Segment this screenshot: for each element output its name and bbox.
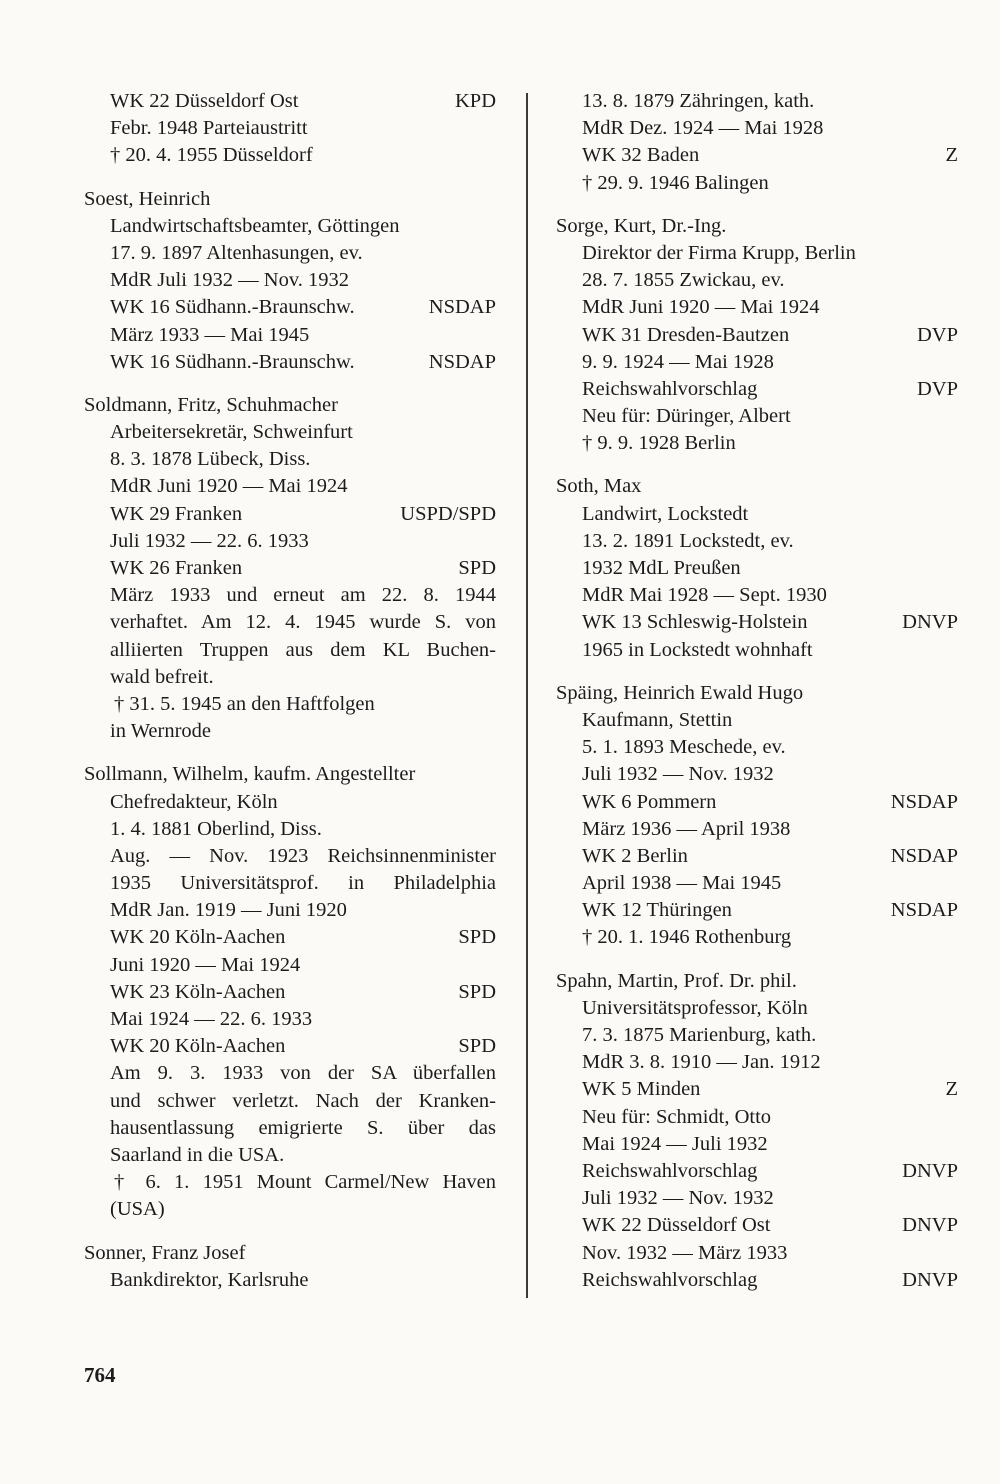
entry-text: 7. 3. 1875 Marienburg, kath. xyxy=(582,1024,817,1046)
entry-text: Universitätsprofessor, Köln xyxy=(582,996,808,1019)
entry-text: WK 12 Thüringen xyxy=(582,899,732,922)
entry-text: Landwirt, Lockstedt xyxy=(582,502,749,525)
entry-text: 28. 7. 1855 Zwickau, ev. xyxy=(582,269,785,292)
entry-text: † 6. 1. 1951 Mount Carmel/New Haven xyxy=(114,1171,496,1194)
entry-line xyxy=(84,115,496,142)
entry-text: 8. 3. 1878 Lübeck, Diss. xyxy=(110,448,311,471)
entry-line xyxy=(556,322,958,349)
entry-line xyxy=(84,1006,496,1033)
entry-text: Späing, Heinrich Ewald Hugo xyxy=(556,681,804,704)
entry-line xyxy=(556,1185,958,1212)
entry-text: Reichswahlvorschlag xyxy=(582,377,758,400)
entry-line xyxy=(556,1240,958,1267)
entry-text: 5. 1. 1893 Meschede, ev. xyxy=(582,736,786,759)
entry-name xyxy=(84,392,496,419)
entry-text: 1932 MdL Preußen xyxy=(582,557,741,579)
entry-text: Direktor der Firma Krupp, Berlin xyxy=(582,241,856,264)
entry-text: WK 13 Schleswig-Holstein xyxy=(582,611,808,634)
party-label: Z xyxy=(945,1078,958,1101)
entry-text: WK 16 Südhann.-Braunschw. xyxy=(110,296,355,319)
entry-text: WK 29 Franken xyxy=(110,502,243,525)
entry-text: Sorge, Kurt, Dr.-Ing. xyxy=(556,214,727,237)
entry-line xyxy=(84,1142,496,1169)
entry-text: † 31. 5. 1945 an den Haftfolgen xyxy=(114,692,375,715)
entry-text: Mai 1924 — 22. 6. 1933 xyxy=(110,1008,313,1030)
entry-line xyxy=(556,142,958,169)
entry-text: Spahn, Martin, Prof. Dr. phil. xyxy=(556,969,797,992)
entry-line xyxy=(556,637,958,664)
entry-line xyxy=(556,924,958,951)
entry-line xyxy=(84,88,496,115)
party-label: DVP xyxy=(916,323,958,346)
entry-text: März 1933 — Mai 1945 xyxy=(110,323,310,346)
entry-line xyxy=(84,609,496,636)
biography-entry xyxy=(84,1240,496,1294)
party-label: DNVP xyxy=(902,1159,958,1182)
entry-text: Neu für: Düringer, Albert xyxy=(582,405,791,428)
entry-text: Febr. 1948 Parteiaustritt xyxy=(110,117,308,140)
party-label: NSDAP xyxy=(890,790,958,813)
entry-text: Juli 1932 — Nov. 1932 xyxy=(582,763,774,786)
column-divider xyxy=(526,93,528,1298)
party-label: USPD/SPD xyxy=(400,502,496,525)
entry-text: † 29. 9. 1946 Balingen xyxy=(582,171,769,194)
entry-line xyxy=(84,843,496,870)
entry-line xyxy=(84,924,496,951)
party-label: DNVP xyxy=(902,1268,958,1291)
entry-line xyxy=(556,1131,958,1158)
entry-line xyxy=(556,734,958,761)
entry-text: in Wernrode xyxy=(110,720,212,743)
entry-line xyxy=(556,555,958,582)
entry-line xyxy=(84,1115,496,1142)
entry-text: März 1936 — April 1938 xyxy=(582,817,791,840)
biography-entry xyxy=(556,88,958,197)
entry-line xyxy=(84,501,496,528)
entry-line xyxy=(556,789,958,816)
entry-line xyxy=(84,789,496,816)
entry-text: (USA) xyxy=(110,1198,165,1221)
entry-line xyxy=(84,979,496,1006)
biography-entry xyxy=(84,761,496,1223)
entry-text: 17. 9. 1897 Altenhasungen, ev. xyxy=(110,241,363,264)
party-label: KPD xyxy=(454,90,496,112)
entry-line xyxy=(84,1169,496,1196)
entry-text: Juli 1932 — 22. 6. 1933 xyxy=(110,529,309,552)
entry-line xyxy=(556,1049,958,1076)
entry-text: 13. 8. 1879 Zähringen, kath. xyxy=(582,90,815,112)
entry-text: WK 23 Köln-Aachen xyxy=(110,980,286,1003)
entry-text: WK 16 Südhann.-Braunschw. xyxy=(110,350,355,373)
party-label: NSDAP xyxy=(428,296,496,319)
entry-text: Sollmann, Wilhelm, kaufm. Angestellter xyxy=(84,763,416,786)
entry-line xyxy=(556,528,958,555)
left-column xyxy=(84,88,496,1294)
biography-entry xyxy=(84,186,496,376)
entry-line xyxy=(84,1196,496,1223)
entry-line xyxy=(556,376,958,403)
entry-line xyxy=(84,473,496,500)
entry-line xyxy=(84,1088,496,1115)
entry-line xyxy=(84,691,496,718)
entry-text: Kaufmann, Stettin xyxy=(582,708,733,731)
entry-line xyxy=(556,582,958,609)
entry-line xyxy=(84,1267,496,1294)
entry-text: Arbeitersekretär, Schweinfurt xyxy=(110,421,353,444)
entry-text: WK 2 Berlin xyxy=(582,844,688,867)
party-label: NSDAP xyxy=(428,350,496,373)
biography-entry xyxy=(84,88,496,170)
biography-entry xyxy=(556,968,958,1294)
entry-text: WK 22 Düsseldorf Ost xyxy=(110,90,299,112)
entry-text: Bankdirektor, Karlsruhe xyxy=(110,1268,309,1291)
entry-text: Am 9. 3. 1933 von der SA überfallen xyxy=(110,1062,496,1085)
entry-line xyxy=(84,446,496,473)
biography-entry xyxy=(556,473,958,663)
entry-line xyxy=(556,170,958,197)
entry-line xyxy=(84,637,496,664)
entry-text: WK 5 Minden xyxy=(582,1078,701,1101)
entry-text: Reichswahlvorschlag xyxy=(582,1268,758,1291)
entry-text: verhaftet. Am 12. 4. 1945 wurde S. von xyxy=(110,611,496,634)
entry-line xyxy=(556,294,958,321)
entry-text: Landwirtschaftsbeamter, Göttingen xyxy=(110,214,400,237)
entry-name xyxy=(556,680,958,707)
entry-text: 1. 4. 1881 Oberlind, Diss. xyxy=(110,817,322,840)
entry-line xyxy=(556,267,958,294)
entry-text: Chefredakteur, Köln xyxy=(110,790,278,813)
party-label: SPD xyxy=(458,1035,496,1058)
biography-entry xyxy=(84,392,496,745)
entry-line xyxy=(84,267,496,294)
entry-text: WK 26 Franken xyxy=(110,557,243,579)
entry-line xyxy=(556,501,958,528)
entry-text: Saarland in die USA. xyxy=(110,1143,285,1166)
entry-line xyxy=(556,1076,958,1103)
entry-line xyxy=(84,816,496,843)
entry-text: MdR Juli 1932 — Nov. 1932 xyxy=(110,269,349,292)
party-label: DVP xyxy=(916,377,958,400)
party-label: Z xyxy=(945,144,958,167)
entry-line xyxy=(556,88,958,115)
entry-line xyxy=(556,403,958,430)
entry-line xyxy=(84,419,496,446)
entry-text: Juli 1932 — Nov. 1932 xyxy=(582,1187,774,1210)
entry-text: WK 22 Düsseldorf Ost xyxy=(582,1214,771,1237)
entry-line xyxy=(84,952,496,979)
entry-text: 13. 2. 1891 Lockstedt, ev. xyxy=(582,529,794,552)
entry-line xyxy=(556,1158,958,1185)
entry-text: Neu für: Schmidt, Otto xyxy=(582,1105,772,1128)
entry-line xyxy=(556,707,958,734)
entry-text: Nov. 1932 — März 1933 xyxy=(582,1241,788,1264)
right-column xyxy=(556,88,958,1294)
party-label: DNVP xyxy=(902,1214,958,1237)
entry-text: hausentlassung emigrierte S. über das xyxy=(110,1116,496,1139)
party-label: NSDAP xyxy=(890,899,958,922)
page-number: 764 xyxy=(84,1363,116,1387)
entry-text: alliierten Truppen aus dem KL Buchen- xyxy=(110,638,496,661)
entry-text: MdR Juni 1920 — Mai 1924 xyxy=(582,296,820,319)
entry-name xyxy=(556,968,958,995)
entry-text: Mai 1924 — Juli 1932 xyxy=(582,1132,768,1155)
entry-line xyxy=(84,142,496,169)
entry-line xyxy=(84,582,496,609)
entry-text: MdR Jan. 1919 — Juni 1920 xyxy=(110,899,347,922)
entry-line xyxy=(556,240,958,267)
entry-line xyxy=(556,430,958,457)
entry-line xyxy=(84,294,496,321)
entry-line xyxy=(84,870,496,897)
biography-entry xyxy=(556,680,958,952)
entry-name xyxy=(84,186,496,213)
entry-line xyxy=(84,555,496,582)
entry-line xyxy=(556,349,958,376)
entry-text: und schwer verletzt. Nach der Kranken- xyxy=(110,1089,496,1112)
entry-text: Reichswahlvorschlag xyxy=(582,1159,758,1182)
entry-line xyxy=(556,1267,958,1294)
entry-text: WK 32 Baden xyxy=(582,144,700,167)
entry-line xyxy=(556,1212,958,1239)
entry-line xyxy=(556,995,958,1022)
entry-text: April 1938 — Mai 1945 xyxy=(582,872,782,895)
entry-text: Aug. — Nov. 1923 Reichsinnenminister xyxy=(110,844,496,867)
entry-line xyxy=(84,897,496,924)
entry-line xyxy=(556,870,958,897)
entry-line xyxy=(556,897,958,924)
entry-text: MdR Mai 1928 — Sept. 1930 xyxy=(582,584,827,607)
party-label: SPD xyxy=(458,557,496,579)
entry-text: WK 6 Pommern xyxy=(582,790,717,813)
entry-text: Soest, Heinrich xyxy=(84,187,211,210)
entry-name xyxy=(84,1240,496,1267)
entry-line xyxy=(556,1022,958,1049)
entry-line xyxy=(556,843,958,870)
party-label: DNVP xyxy=(902,611,958,634)
entry-line xyxy=(84,528,496,555)
entry-text: MdR Juni 1920 — Mai 1924 xyxy=(110,475,348,498)
party-label: SPD xyxy=(458,926,496,949)
entry-line xyxy=(84,240,496,267)
entry-text: 1935 Universitätsprof. in Philadelphia xyxy=(110,872,496,895)
entry-line xyxy=(84,1060,496,1087)
entry-text: WK 20 Köln-Aachen xyxy=(110,1035,286,1058)
entry-text: Soldmann, Fritz, Schuhmacher xyxy=(84,393,338,416)
entry-text: wald befreit. xyxy=(110,665,214,688)
entry-line xyxy=(556,115,958,142)
entry-name xyxy=(84,761,496,788)
entry-line xyxy=(556,816,958,843)
entry-text: Soth, Max xyxy=(556,475,642,498)
entry-line xyxy=(556,609,958,636)
party-label: SPD xyxy=(458,980,496,1003)
entry-text: WK 31 Dresden-Bautzen xyxy=(582,323,790,346)
entry-line xyxy=(84,322,496,349)
entry-text: 1965 in Lockstedt wohnhaft xyxy=(582,638,813,661)
entry-text: Sonner, Franz Josef xyxy=(84,1241,246,1264)
entry-text: März 1933 und erneut am 22. 8. 1944 xyxy=(110,584,496,607)
entry-line xyxy=(84,1033,496,1060)
entry-text: Juni 1920 — Mai 1924 xyxy=(110,953,301,976)
entry-line xyxy=(84,664,496,691)
entry-text: WK 20 Köln-Aachen xyxy=(110,926,286,949)
entry-text: MdR 3. 8. 1910 — Jan. 1912 xyxy=(582,1051,821,1074)
entry-text: † 9. 9. 1928 Berlin xyxy=(582,432,736,455)
biography-entry xyxy=(556,213,958,458)
entry-name xyxy=(556,473,958,500)
entry-line xyxy=(556,761,958,788)
entry-line xyxy=(84,349,496,376)
entry-text: † 20. 1. 1946 Rothenburg xyxy=(582,926,792,949)
entry-line xyxy=(84,718,496,745)
entry-line xyxy=(556,1104,958,1131)
entry-line xyxy=(84,213,496,240)
entry-text: 9. 9. 1924 — Mai 1928 xyxy=(582,350,774,373)
entry-name xyxy=(556,213,958,240)
party-label: NSDAP xyxy=(890,844,958,867)
entry-text: MdR Dez. 1924 — Mai 1928 xyxy=(582,117,824,140)
entry-text: † 20. 4. 1955 Düsseldorf xyxy=(110,144,313,167)
